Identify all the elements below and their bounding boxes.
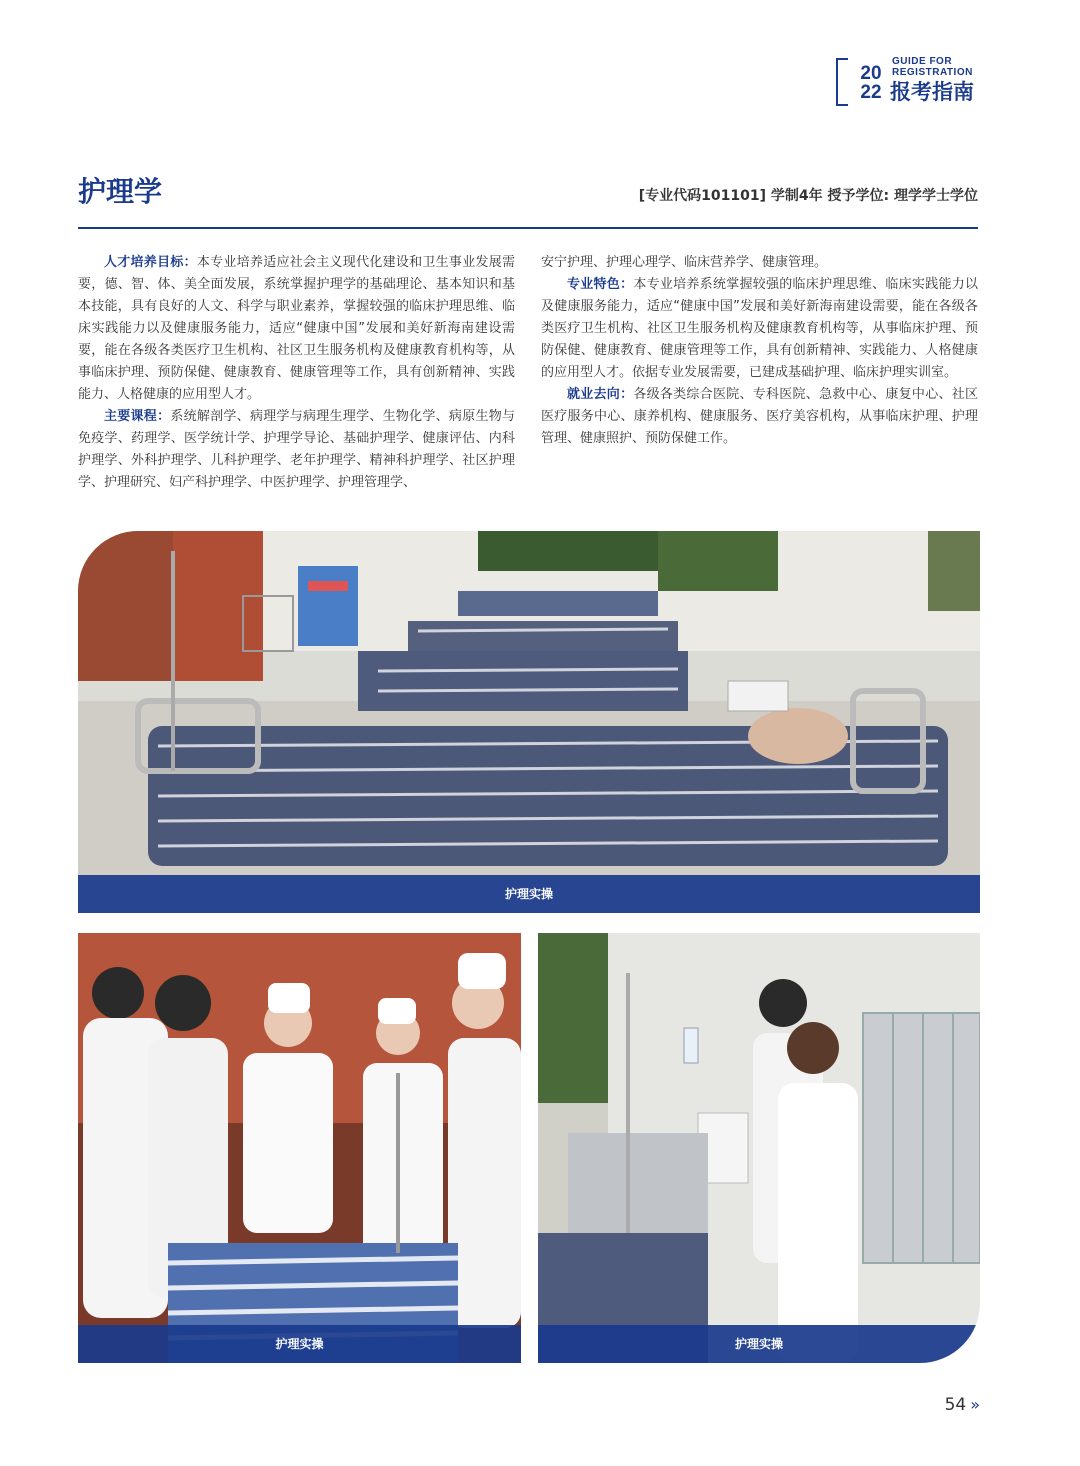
employment-label: 就业去向： (567, 387, 634, 402)
left-column (78, 252, 515, 494)
page-number (945, 1393, 980, 1417)
training-goal-paragraph (78, 252, 515, 406)
iv-illustration (538, 933, 980, 1363)
title-divider (78, 227, 978, 229)
logo-year-top: 20 (860, 63, 882, 84)
photo-students-practice (78, 933, 521, 1363)
logo-year (856, 64, 886, 102)
photo-iv-practice (538, 933, 980, 1363)
page-number-value: 54 (944, 1395, 967, 1415)
page-title: 护理学 (78, 175, 163, 208)
logo-year-bottom: 22 (860, 82, 882, 103)
logo-chinese: 报考指南 (890, 80, 974, 104)
main-courses-label: 主要课程： (104, 409, 171, 424)
ward-illustration (78, 531, 980, 913)
students-illustration (78, 933, 521, 1363)
double-chevron-right-icon: » (970, 1395, 980, 1414)
guide-logo (836, 54, 986, 106)
features-label: 专业特色： (567, 277, 634, 292)
logo-bracket (836, 58, 848, 106)
training-goal-text: 本专业培养适应社会主义现代化建设和卫生事业发展需要，德、智、体、美全面发展，系统掌握护理学的基础理论、基本知识和基本技能，具有良好的人文、科学与职业素养，掌握较强的临床护理思维、临床实践能力以及健康服务能力，适应“健康中国”发展和美好新海南建设需要，能在各级各类医疗卫生机构、社区卫生服务机构及健康教育机构等，从事临床护理、预防保健、健康教育、健康管理等工作，具有创新精神、实践能力、人格健康的应用型人才。 (78, 255, 515, 402)
main-courses-continued: 安宁护理、护理心理学、临床营养学、健康管理。 (541, 255, 828, 270)
program-meta: [专业代码101101] 学制4年 授予学位: 理学学士学位 (638, 188, 978, 204)
logo-en-line1: GUIDE FOR (892, 56, 953, 67)
features-paragraph (541, 274, 978, 384)
logo-en-line2: REGISTRATION (892, 67, 973, 78)
employment-paragraph (541, 384, 978, 450)
main-courses-paragraph (78, 406, 515, 494)
photo-caption: 护理实操 (538, 1325, 980, 1363)
employment-text: 各级各类综合医院、专科医院、急救中心、康复中心、社区医疗服务中心、康养机构、健康服务、医疗美容机构，从事临床护理、护理管理、健康照护、预防保健工作。 (541, 387, 978, 446)
main-courses-text: 系统解剖学、病理学与病理生理学、生物化学、病原生物与免疫学、药理学、医学统计学、护理学导论、基础护理学、健康评估、内科护理学、外科护理学、儿科护理学、老年护理学、精神科护理学、社区护理学、护理研究、妇产科护理学、中医护理学、护理管理学、 (78, 409, 515, 490)
training-goal-label: 人才培养目标： (104, 255, 197, 270)
right-column (541, 252, 978, 450)
logo-english (892, 56, 973, 78)
photo-nursing-ward (78, 531, 980, 913)
features-text: 本专业培养系统掌握较强的临床护理思维、临床实践能力以及健康服务能力，适应“健康中国”发展和美好新海南建设需要，能在各级各类医疗卫生机构、社区卫生服务机构及健康教育机构等，从事临床护理、预防保健、健康教育、健康管理等工作，具有创新精神、实践能力、人格健康的应用型人才。依据专业发展需要，已建成基础护理、临床护理实训室。 (541, 277, 978, 380)
photo-caption: 护理实操 (78, 1325, 521, 1363)
photo-caption: 护理实操 (78, 875, 980, 913)
